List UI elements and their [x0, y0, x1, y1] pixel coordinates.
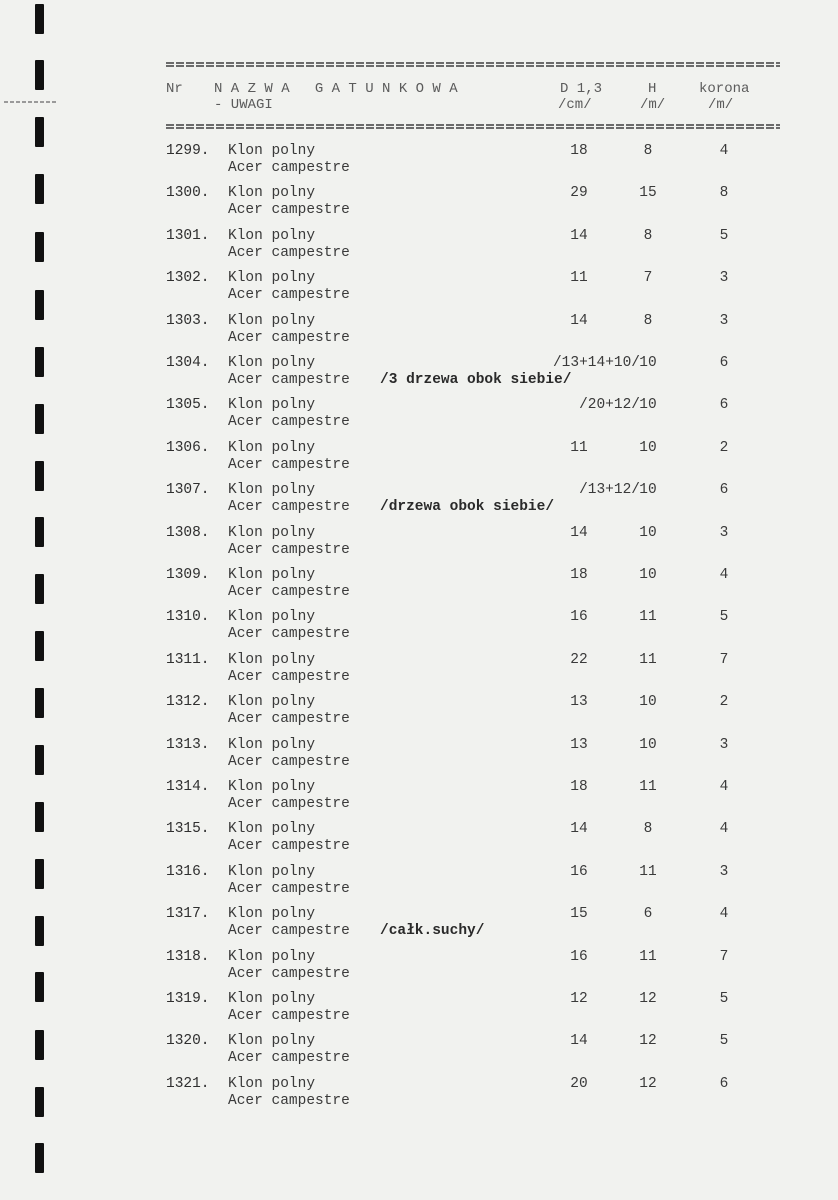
height-value: 8 [643, 821, 653, 838]
species-name: Klon polny [228, 1033, 316, 1050]
species-latin: Acer campestre [228, 923, 350, 940]
table-row [0, 143, 838, 185]
row-number: 1317. [166, 906, 210, 923]
header-height: H [648, 81, 657, 97]
species-latin: Acer campestre [228, 414, 350, 431]
species-name: Klon polny [228, 185, 316, 202]
species-name: Klon polny [228, 524, 316, 541]
height-value: 6 [643, 906, 653, 923]
species-latin: Acer campestre [228, 1008, 350, 1024]
row-number: 1302. [166, 270, 210, 287]
diameter-value: 18 [570, 779, 588, 795]
row-number: 1315. [166, 821, 210, 838]
row-number: 1309. [166, 567, 210, 583]
species-latin: Acer campestre [228, 287, 350, 304]
crown-value: 3 [719, 524, 729, 541]
species-latin: Acer campestre [228, 329, 350, 346]
species-name: Klon polny [228, 863, 316, 880]
species-name: Klon polny [228, 355, 316, 371]
diameter-value: 22 [570, 651, 588, 668]
species-latin: Acer campestre [228, 1050, 350, 1067]
table-row [0, 228, 838, 270]
species-latin: Acer campestre [228, 456, 350, 473]
header-notes: - UWAGI [214, 97, 273, 113]
crown-value: 5 [719, 227, 729, 244]
row-note: /całk.suchy/ [380, 923, 485, 940]
diameter-value: 12 [570, 991, 588, 1007]
species-latin: Acer campestre [228, 541, 350, 558]
height-value: 10 [639, 482, 657, 499]
crown-value: 4 [719, 779, 729, 795]
row-number: 1300. [166, 185, 210, 202]
species-name: Klon polny [228, 651, 316, 668]
species-name: Klon polny [228, 397, 316, 414]
table-row [0, 482, 838, 524]
table-row [0, 397, 838, 439]
table-row [0, 652, 838, 694]
height-value: 8 [643, 227, 653, 244]
table-row [0, 355, 838, 397]
species-latin: Acer campestre [228, 880, 350, 897]
header-nr: Nr [166, 81, 183, 97]
row-number: 1314. [166, 779, 210, 795]
row-number: 1320. [166, 1033, 210, 1050]
row-number: 1301. [166, 227, 210, 244]
species-latin: Acer campestre [228, 711, 350, 728]
table-row [0, 185, 838, 227]
height-value: 8 [643, 312, 653, 329]
species-name: Klon polny [228, 736, 316, 753]
crown-value: 3 [719, 736, 729, 753]
header-crown: korona [699, 81, 750, 97]
species-latin: Acer campestre [228, 626, 350, 643]
row-number: 1303. [166, 312, 210, 329]
diameter-value: 18 [570, 567, 588, 583]
crown-value: 4 [719, 143, 729, 159]
species-name: Klon polny [228, 567, 316, 583]
row-number: 1306. [166, 439, 210, 456]
diameter-value: 14 [570, 821, 588, 838]
species-name: Klon polny [228, 312, 316, 329]
row-number: 1307. [166, 482, 210, 499]
row-number: 1319. [166, 991, 210, 1007]
species-name: Klon polny [228, 609, 316, 626]
crown-value: 2 [719, 439, 729, 456]
species-latin: Acer campestre [228, 202, 350, 219]
species-name: Klon polny [228, 1075, 316, 1092]
table-row [0, 609, 838, 651]
height-value: 15 [639, 185, 657, 202]
diameter-value: 11 [570, 270, 588, 287]
row-number: 1316. [166, 863, 210, 880]
height-value: 12 [639, 1075, 657, 1092]
diameter-value: /13+12/ [579, 482, 640, 499]
table-row [0, 991, 838, 1033]
species-name: Klon polny [228, 439, 316, 456]
crown-value: 5 [719, 609, 729, 626]
row-number: 1308. [166, 524, 210, 541]
crown-value: 5 [719, 991, 729, 1007]
row-number: 1305. [166, 397, 210, 414]
row-number: 1299. [166, 143, 210, 159]
diameter-value: 16 [570, 948, 588, 965]
binding-hole [35, 1143, 44, 1173]
row-number: 1304. [166, 355, 210, 371]
table-row [0, 737, 838, 779]
crown-value: 4 [719, 567, 729, 583]
diameter-value: 14 [570, 1033, 588, 1050]
height-value: 10 [639, 397, 657, 414]
table-row [0, 313, 838, 355]
species-name: Klon polny [228, 227, 316, 244]
crown-value: 2 [719, 694, 729, 711]
height-value: 11 [639, 863, 657, 880]
diameter-value: 13 [570, 694, 588, 711]
height-value: 7 [643, 270, 653, 287]
row-number: 1311. [166, 651, 210, 668]
height-value: 10 [639, 439, 657, 456]
species-name: Klon polny [228, 948, 316, 965]
height-value: 10 [639, 524, 657, 541]
species-name: Klon polny [228, 270, 316, 287]
species-latin: Acer campestre [228, 668, 350, 685]
row-note: /drzewa obok siebie/ [380, 499, 555, 516]
diameter-value: 16 [570, 863, 588, 880]
row-number: 1318. [166, 948, 210, 965]
row-note: /3 drzewa obok siebie/ [380, 372, 572, 388]
height-value: 11 [639, 948, 657, 965]
height-value: 11 [639, 779, 657, 795]
crown-value: 5 [719, 1033, 729, 1050]
species-latin: Acer campestre [228, 499, 350, 516]
species-name: Klon polny [228, 779, 316, 795]
table-row [0, 567, 838, 609]
diameter-value: 11 [570, 439, 588, 456]
row-number: 1310. [166, 609, 210, 626]
row-number: 1313. [166, 736, 210, 753]
header-diameter: D 1,3 [560, 81, 603, 97]
species-name: Klon polny [228, 143, 316, 159]
diameter-value: 14 [570, 524, 588, 541]
row-number: 1312. [166, 694, 210, 711]
table-row [0, 440, 838, 482]
crown-value: 3 [719, 863, 729, 880]
table-row [0, 906, 838, 948]
crown-value: 3 [719, 270, 729, 287]
height-value: 10 [639, 694, 657, 711]
crown-value: 7 [719, 651, 729, 668]
diameter-value: 15 [570, 906, 588, 923]
diameter-value: /13+14+10/ [552, 355, 640, 371]
row-number: 1321. [166, 1075, 210, 1092]
binding-hole [35, 60, 44, 90]
species-latin: Acer campestre [228, 244, 350, 261]
header-diameter-unit: /cm/ [558, 97, 592, 113]
table-row [0, 1033, 838, 1075]
crown-value: 6 [719, 482, 729, 499]
height-value: 10 [639, 355, 657, 371]
height-value: 10 [639, 736, 657, 753]
header-bottom-rule [166, 124, 780, 129]
species-name: Klon polny [228, 991, 316, 1007]
diameter-value: 29 [570, 185, 588, 202]
diameter-value: 20 [570, 1075, 588, 1092]
species-latin: Acer campestre [228, 1092, 350, 1109]
header-height-unit: /m/ [640, 97, 666, 113]
diameter-value: 13 [570, 736, 588, 753]
diameter-value: 14 [570, 312, 588, 329]
crown-value: 4 [719, 906, 729, 923]
table-row [0, 779, 838, 821]
crown-value: 8 [719, 185, 729, 202]
species-name: Klon polny [228, 906, 316, 923]
height-value: 8 [643, 143, 653, 159]
table-row [0, 525, 838, 567]
crown-value: 3 [719, 312, 729, 329]
diameter-value: 16 [570, 609, 588, 626]
crown-value: 6 [719, 355, 729, 371]
margin-mark [4, 101, 56, 103]
crown-value: 6 [719, 397, 729, 414]
table-row [0, 1076, 838, 1118]
crown-value: 7 [719, 948, 729, 965]
species-name: Klon polny [228, 694, 316, 711]
species-name: Klon polny [228, 482, 316, 499]
header-top-rule [166, 62, 780, 67]
crown-value: 4 [719, 821, 729, 838]
species-latin: Acer campestre [228, 753, 350, 770]
diameter-value: 14 [570, 227, 588, 244]
height-value: 11 [639, 609, 657, 626]
species-latin: Acer campestre [228, 160, 350, 176]
header-species-name: N A Z W A G A T U N K O W A [214, 81, 458, 97]
binding-hole [35, 4, 44, 34]
table-row [0, 821, 838, 863]
header-crown-unit: /m/ [708, 97, 734, 113]
height-value: 10 [639, 567, 657, 583]
species-latin: Acer campestre [228, 965, 350, 982]
height-value: 12 [639, 1033, 657, 1050]
diameter-value: 18 [570, 143, 588, 159]
height-value: 11 [639, 651, 657, 668]
table-row [0, 270, 838, 312]
height-value: 12 [639, 991, 657, 1007]
crown-value: 6 [719, 1075, 729, 1092]
species-latin: Acer campestre [228, 838, 350, 855]
species-name: Klon polny [228, 821, 316, 838]
table-row [0, 864, 838, 906]
table-row [0, 694, 838, 736]
table-row [0, 949, 838, 991]
species-latin: Acer campestre [228, 584, 350, 600]
diameter-value: /20+12/ [579, 397, 640, 414]
species-latin: Acer campestre [228, 372, 350, 388]
species-latin: Acer campestre [228, 796, 350, 812]
